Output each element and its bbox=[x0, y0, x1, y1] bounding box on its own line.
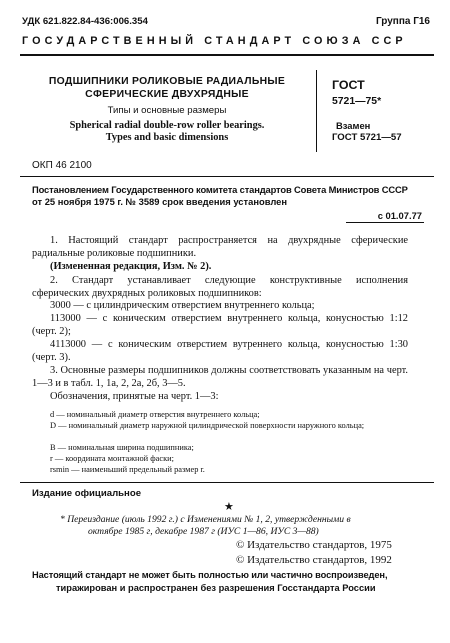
paragraph-4: Обозначения, принятые на черт. 1—3: bbox=[50, 391, 219, 402]
copyright-icon: © bbox=[236, 554, 245, 566]
replaces-label: Взамен bbox=[336, 120, 371, 131]
title-ru-line1: ПОДШИПНИКИ РОЛИКОВЫЕ РАДИАЛЬНЫЕ bbox=[48, 76, 286, 87]
legend-D: D — номинальный диаметр наружной цилиндрической поверхности наружного кольца; bbox=[50, 421, 365, 430]
okp-rule bbox=[20, 176, 434, 177]
title-en-line1: Spherical radial double-row roller bearings. bbox=[69, 120, 265, 131]
okp-code: ОКП 46 2100 bbox=[32, 160, 92, 171]
footer-rule bbox=[20, 482, 434, 483]
title-en-line2: Types and basic dimensions bbox=[105, 132, 229, 143]
reprint-note-line1: * Переиздание (июль 1992 г.) с Изменениями № 1, 2, утвержденными в bbox=[60, 514, 351, 525]
udk-code: УДК 621.822.84-436:006.354 bbox=[22, 16, 148, 27]
title-divider bbox=[316, 70, 317, 152]
decree-line1: Постановлением Государственного комитета стандартов Совета Министров СССР bbox=[32, 184, 408, 195]
legend-d: d — номинальный диаметр отверстия внутреннего кольца; bbox=[50, 410, 260, 419]
official-edition: Издание официальное bbox=[32, 488, 142, 499]
banner-title: ГОСУДАРСТВЕННЫЙ СТАНДАРТ СОЮЗА ССР bbox=[22, 35, 407, 47]
header-rule bbox=[20, 54, 434, 56]
copyright-line2 bbox=[236, 554, 392, 566]
decree-line2: от 25 ноября 1975 г. № 3589 срок введения установлен bbox=[32, 196, 288, 207]
reprint-note-line2: октябре 1985 г, декабре 1987 г (ИУС 1—86, ИУС 3—88) bbox=[88, 526, 319, 537]
legend-B: B — номинальная ширина подшипника; bbox=[50, 443, 194, 452]
paragraph-3: 3. Основные размеры подшипников должны соответствовать указанным на черт. 1—3 и в табл. 1, 1а, 2, 2а, 2б, 3—5. bbox=[32, 365, 408, 389]
copyright-text1: Издательство стандартов, 1975 bbox=[247, 539, 392, 551]
decree-date: с 01.07.77 bbox=[377, 210, 422, 221]
legend-r: r — координата монтажной фаски; bbox=[50, 454, 174, 463]
notice-line2: тиражирован и распространен без разрешения Госстандарта России bbox=[56, 583, 376, 593]
legend-rsmin: rsmin — наименьший предельный размер r. bbox=[50, 465, 205, 474]
paragraph-2: 2. Стандарт устанавливает следующие конструктивные исполнения сферических двухрядных роликовых подшипников: bbox=[32, 275, 408, 299]
group-code: Группа Г16 bbox=[375, 16, 430, 27]
notice-line1: Настоящий стандарт не может быть полностью или частично воспроизведен, bbox=[32, 570, 388, 580]
copyright-line1 bbox=[236, 539, 392, 551]
paragraph-1: 1. Настоящий стандарт распространяется на двухрядные сферические радиальные роликовые подшипники. bbox=[32, 235, 408, 259]
title-ru-subtitle: Типы и основные размеры bbox=[107, 105, 227, 116]
replaces-standard: ГОСТ 5721—57 bbox=[332, 132, 402, 143]
type-3000: 3000 — с цилиндрическим отверстием внутреннего кольца; bbox=[50, 300, 315, 311]
gost-number: 5721—75* bbox=[332, 96, 382, 107]
type-4113000: 4113000 — с коническим отверстием вутреннего кольца, конусностью 1:30 (черт. 3). bbox=[32, 339, 408, 363]
gost-label: ГОСТ bbox=[332, 78, 365, 92]
type-113000: 113000 — с коническим отверстием внутреннего кольца, конусностью 1:12 (черт. 2); bbox=[32, 313, 408, 337]
decree-date-rule bbox=[346, 222, 424, 223]
copyright-text2: Издательство стандартов, 1992 bbox=[247, 554, 392, 566]
title-ru-line2: СФЕРИЧЕСКИЕ ДВУХРЯДНЫЕ bbox=[85, 89, 249, 100]
copyright-icon: © bbox=[236, 539, 245, 551]
star-mark: ★ bbox=[224, 501, 234, 513]
paragraph-1-edit-note: (Измененная редакция, Изм. № 2). bbox=[50, 261, 212, 272]
